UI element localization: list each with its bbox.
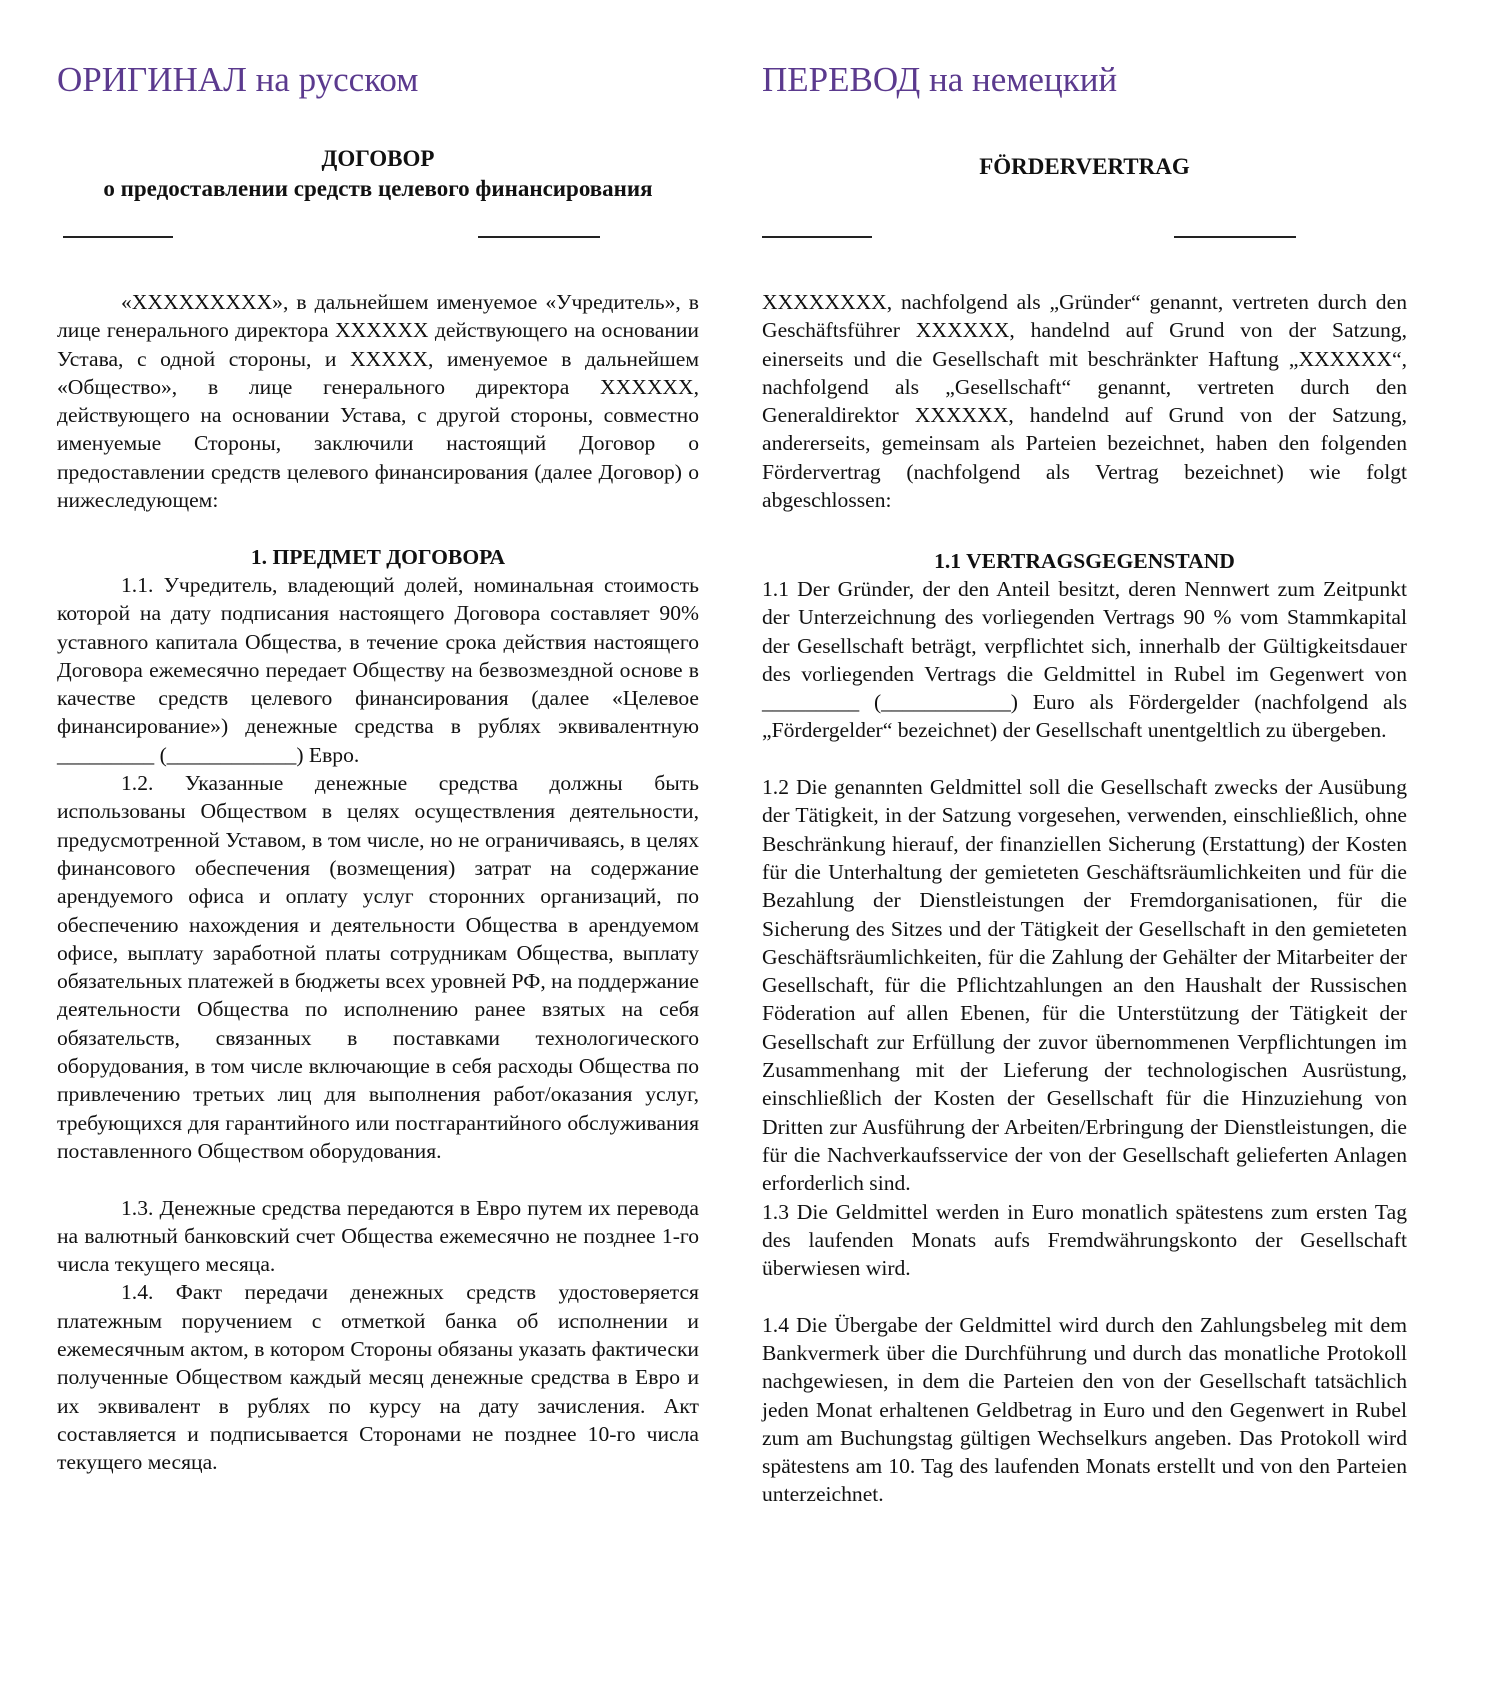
original-body — [57, 288, 699, 1476]
contract-subtitle-ru: о предоставлении средств целевого финансирования — [103, 176, 653, 201]
place-signature-line — [63, 236, 173, 238]
original-heading: ОРИГИНАЛ на русском — [57, 60, 419, 99]
clause-1-4-ru: 1.4. Факт передачи денежных средств удостоверяется платежным поручением с отметкой банка об исполнении и ежемесячным актом, в котором Стороны обязаны указать фактически полученные Обществом каждый месяц денежные средства в Евро и их эквивалент в рублях по курсу на дату зачисления. Акт составляется и подписывается Сторонами не позднее 10-го числа текущего месяца. — [57, 1280, 699, 1475]
clause-1-2-de: 1.2 Die genannten Geldmittel soll die Gesellschaft zwecks der Ausübung der Tätigkeit, in der Satzung vorgesehen, verwenden, einschließlich, ohne Beschränkung hierauf, der finanziellen Sicherung (Erstattung) der Kosten für die Unterhaltung der gemieteten Geschäftsräumlichkeiten und für die Bezahlung der Dienstleistungen der Fremdorganisationen, für die Sicherung des Sitzes und der Tätigkeit der Gesellschaft in den gemieteten Geschäftsräumlichkeiten, für die Zahlung der Gehälter der Mitarbeiter der Gesellschaft, für die Pflichtzahlungen an den Haushalt der Russischen Föderation auf allen Ebenen, für die Unterstützung der Tätigkeit der Gesellschaft zur Erfüllung der zuvor übernommenen Verpflichtungen im Zusammenhang mit der Lieferung der technologischen Ausrüstung, einschließlich der Kosten der Gesellschaft für die Hinzuziehung von Dritten zur Ausführung der Arbeiten/Erbringung der Dienstleistungen, die für die Nachverkaufsservice der von der Gesellschaft gelieferten Anlagen erforderlich sind. — [762, 775, 1407, 1196]
clause-1-1-de: 1.1 Der Gründer, der den Anteil besitzt, deren Nennwert zum Zeitpunkt der Unterzeichnung des vorliegenden Vertrags 90 % vom Stammkapital der Gesellschaft beträgt, verpflichtet sich, innerhalb der Gültigkeitsdauer des vorliegenden Vertrags die Geldmittel in Rubel im Gegenwert von _________ (____________) Euro als Fördergelder (nachfolgend als „Fördergelder“ bezeichnet) der Gesellschaft unentgeltlich zu übergeben. — [762, 576, 1407, 743]
intro-paragraph-de: XXXXXXXX, nachfolgend als „Gründer“ genannt, vertreten durch den Geschäftsführer XXXXXX, handelnd auf Grund von der Satzung, einerseits und die Gesellschaft mit beschränkter Haftung „XXXXXX“, nachfolgend als „Gesellschaft“ genannt, vertreten durch den Generaldirektor XXXXXX, handelnd auf Grund von der Satzung, andererseits, gemeinsam als Parteien bezeichnet, haben den folgenden Fördervertrag (nachfolgend als Vertrag bezeichnet) wie folgt abgeschlossen: — [762, 290, 1407, 513]
clause-1-3-de: 1.3 Die Geldmittel werden in Euro monatlich spätestens zum ersten Tag des laufenden Monats aufs Fremdwährungskonto der Gesellschaft überwiesen wird. — [762, 1199, 1407, 1281]
translation-heading: ПЕРЕВОД на немецкий — [762, 60, 1118, 99]
intro-paragraph-ru: «XXXXXXXXX», в дальнейшем именуемое «Учредитель», в лице генерального директора XXXXXX действующего на основании Устава, с одной стороны, и XXXXX, именуемое в дальнейшем «Общество», в лице генерального директора XXXXXX, действующего на основании Устава, с другой стороны, совместно именуемые Стороны, заключили настоящий Договор о предоставлении средств целевого финансирования (далее Договор) о нижеследующем: — [57, 290, 699, 513]
contract-title-ru: ДОГОВОР — [321, 146, 435, 171]
section-title-de: 1.1 VERTRAGSGEGENSTAND — [934, 548, 1235, 573]
clause-1-4-de: 1.4 Die Übergabe der Geldmittel wird durch den Zahlungsbeleg mit dem Bankvermerk über die Durchführung und durch das monatliche Protokoll nachgewiesen, in dem die Parteien den von der Gesellschaft tatsächlich jeden Monat erhaltenen Geldbetrag in Euro und den Gegenwert in Rubel zum am Buchungstag gültigen Wechselkurs angeben. Das Protokoll wird spätestens am 10. Tag des laufenden Monats erstellt und von den Parteien unterzeichnet. — [762, 1312, 1407, 1507]
contract-title-de: FÖRDERVERTRAG — [979, 154, 1190, 179]
date-signature-line-de — [1174, 236, 1296, 238]
date-signature-line — [478, 236, 600, 238]
section-title-ru: 1. ПРЕДМЕТ ДОГОВОРА — [250, 544, 506, 569]
place-signature-line-de — [762, 236, 872, 238]
clause-1-3-ru: 1.3. Денежные средства передаются в Евро путем их перевода на валютный банковский счет Общества ежемесячно не позднее 1-го числа текущего месяца. — [57, 1195, 699, 1277]
clause-1-1-ru: 1.1. Учредитель, владеющий долей, номинальная стоимость которой на дату подписания настоящего Договора составляет 90% уставного капитала Общества, в течение срока действия настоящего Договора ежемесячно передает Обществу на безвозмездной основе в качестве средств целевого финансирования (далее «Целевое финансирование») денежные средства в рублях эквивалентную _________ (____________) Евро. — [57, 572, 699, 767]
translation-body — [762, 288, 1407, 1509]
clause-1-2-ru: 1.2. Указанные денежные средства должны быть использованы Обществом в целях осуществления деятельности, предусмотренной Уставом, в том числе, но не ограничиваясь, в целях финансового обеспечения (возмещения) затрат на содержание арендуемого офиса и оплату услуг сторонних организаций, по обеспечению нахождения и деятельности Общества в арендуемом офисе, выплату заработной платы сотрудникам Общества, выплату обязательных платежей в бюджеты всех уровней РФ, на поддержание деятельности Общества по исполнению ранее взятых на себя обязательств, связанных в поставками технологического оборудования, в том числе включающие в себя расходы Общества по привлечению третьих лиц для выполнения работ/оказания услуг, требующихся для гарантийного или постгарантийного обслуживания поставленного Обществом оборудования. — [57, 771, 699, 1163]
